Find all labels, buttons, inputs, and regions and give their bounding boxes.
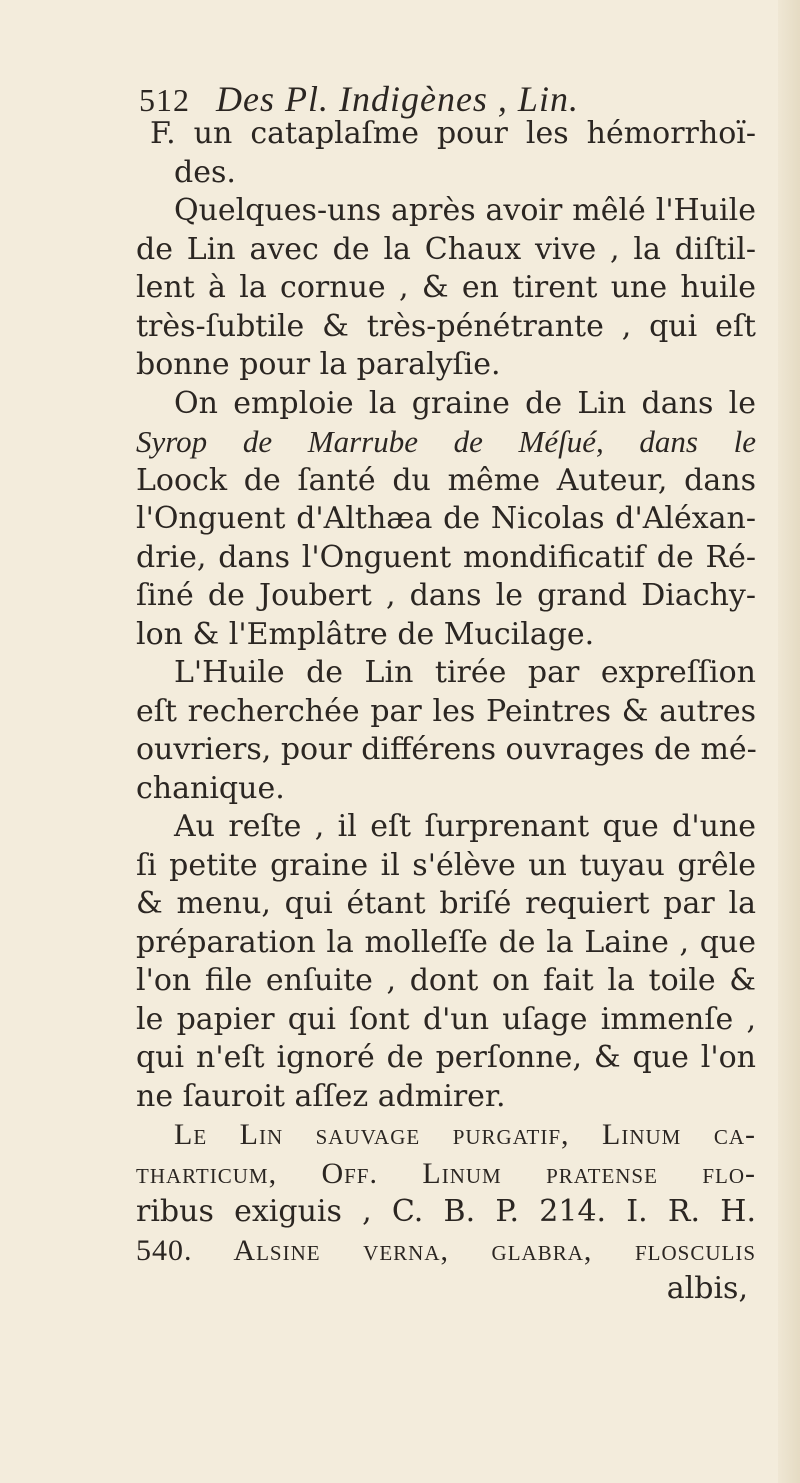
text-line: bonne pour la paralyſie. <box>136 347 501 382</box>
text-line: tharticum, Off. Linum pratense flo- <box>136 1156 756 1190</box>
text-line: préparation la molleſſe de la Laine , que <box>136 924 756 960</box>
text-line: ribus exiguis , C. B. P. 214. I. R. H. <box>136 1194 756 1229</box>
text-line: & menu, qui étant briſé requiert par la <box>136 886 756 921</box>
text-line: ne ſauroit aſſez admirer. <box>136 1078 506 1114</box>
text-line: chanique. <box>136 770 285 806</box>
text-line: 540. Alsine verna, glabra, floſculis <box>136 1233 756 1267</box>
running-title: Des Pl. Indigènes , Lin. <box>216 79 579 119</box>
text-line: On emploie la graine de Lin dans le <box>174 385 756 421</box>
text-line: Loock de ſanté du même Auteur, dans <box>136 462 756 498</box>
text-line: Quelques-uns après avoir mêlé l'Huile <box>174 193 756 228</box>
text-line: Le Lin ſauvage purgatif, Linum ca- <box>174 1118 756 1151</box>
text-line: lon & l'Emplâtre de Mucilage. <box>136 616 595 652</box>
text-line: qui n'eſt ignoré de perſonne, & que l'on <box>136 1040 756 1075</box>
text-line: très-ſubtile & très-pénétrante , qui eſt <box>136 308 756 344</box>
text-line: drie, dans l'Onguent mondificatif de Ré- <box>136 539 756 575</box>
text-line: ſiné de Joubert , dans le grand Diachy- <box>136 578 756 613</box>
text-line: l'on file enſuite , dont on fait la toile & <box>136 963 756 998</box>
text-line: l'Onguent d'Althæa de Nicolas d'Aléxan- <box>136 501 756 536</box>
body-text <box>136 115 756 1309</box>
text-line: ouvriers, pour différens ouvrages de mé- <box>136 732 757 767</box>
text-line: des. <box>174 154 236 190</box>
text-line: albis, <box>666 1271 748 1306</box>
text-line: eſt recherchée par les Peintres & autres <box>136 693 756 729</box>
text-line: Au reſte , il eſt ſurprenant que d'une <box>174 809 756 844</box>
page-edge-shadow <box>778 0 800 1483</box>
page-number: 512 <box>139 82 190 118</box>
text-line: lent à la cornue , & en tirent une huile <box>136 270 756 305</box>
text-line: L'Huile de Lin tirée par expreſſion <box>174 655 756 690</box>
text-line: F. un cataplaſme pour les hémorrhoï- <box>150 116 756 151</box>
text-line: de Lin avec de la Chaux vive , la diſtil- <box>136 231 756 267</box>
text-line: Syrop de Marrube de Méſué, dans le <box>136 424 756 459</box>
text-line: le papier qui ſont d'un uſage immenſe , <box>136 1001 756 1037</box>
text-line: ſi petite graine il s'élève un tuyau grêle <box>136 847 756 883</box>
running-header <box>139 78 579 120</box>
